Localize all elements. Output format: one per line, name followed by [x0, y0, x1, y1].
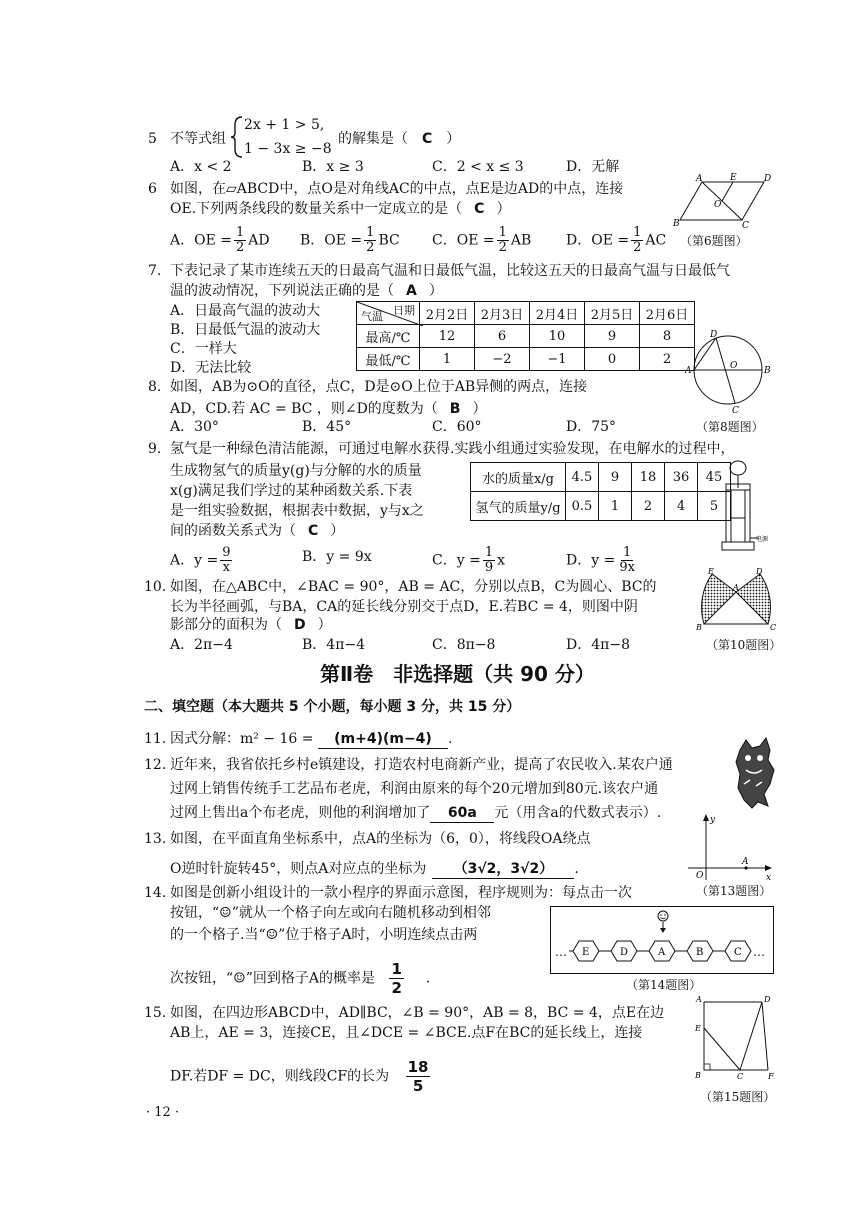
svg-text:A: A	[742, 857, 749, 867]
q14-cell-b	[687, 941, 713, 961]
q10-caption: （第10题图）	[706, 638, 782, 652]
q6-option-b: B．OE = $\frac{1}{2}$ BC	[300, 225, 400, 255]
q7-cell: 2	[640, 348, 695, 371]
q5-prefix: 不等式组	[170, 131, 226, 147]
q8-option-c: C．60°	[432, 419, 482, 435]
q6-line-1: 如图，在▱ABCD中，点O是对角线AC的中点，点E是边AD的中点，连接	[170, 181, 624, 197]
q12-line-3: 过网上售出a个布老虎，则他的利润增加了 60a 元（用含a的代数式表示）.	[170, 805, 662, 821]
q8-option-d: D．75°	[566, 419, 617, 435]
q8-line-2: AD，CD.若 AC = BC ，则∠D的度数为（ B ）	[170, 401, 487, 417]
q7-option-d: D．无法比较	[170, 360, 252, 376]
q9-option-c: C．y = $\frac{1}{9}$ x	[432, 545, 505, 575]
q13-line-1: 如图，在平面直角坐标系中，点A的坐标为（6，0），将线段OA绕点	[170, 831, 591, 847]
q10-number: 10.	[144, 579, 167, 595]
q9-line-1: 氢气是一种绿色清洁能源，可通过电解水获得.实践小组通过实验发现，在电解水的过程中，	[170, 441, 735, 457]
svg-text:E: E	[695, 1024, 701, 1033]
q6-option-d: D．OE = $\frac{1}{2}$ AC	[566, 225, 667, 255]
q11-number: 11.	[144, 731, 167, 747]
q6-caption: （第6题图）	[680, 234, 748, 248]
q7-cell: 6	[475, 325, 530, 348]
q14-caption: （第14题图）	[626, 978, 702, 992]
q14-line-2: 按钮，“☺”就从一个格子向左或向右随机移动到相邻	[170, 905, 491, 921]
cloth-tiger-image	[734, 736, 776, 810]
svg-text:E: E	[708, 568, 714, 576]
q9-row-label: 氢气的质量y/g	[471, 492, 566, 521]
q14-cell-e	[573, 941, 599, 961]
svg-text:D: D	[710, 330, 718, 340]
q9-cell: 18	[632, 463, 665, 492]
q7-option-a: A．日最高气温的波动大	[170, 303, 321, 319]
svg-text:A: A	[696, 995, 702, 1004]
q7-option-b: B．日最低气温的波动大	[170, 322, 321, 338]
q7-cell: 1	[420, 348, 475, 371]
q7-date: 2月4日	[530, 302, 585, 325]
q14-answer: $\frac{1}{2}$	[391, 960, 402, 997]
q10-option-c: C．8π−8	[432, 637, 496, 653]
q9-cell: 9	[599, 463, 632, 492]
q14-line-3: 的一个格子.当“☺”位于格子A时，小明连续点击两	[170, 927, 478, 943]
q9-number: 9.	[148, 441, 162, 457]
part-2-heading: 第Ⅱ卷 非选择题（共 90 分）	[320, 662, 595, 686]
q8-number: 8.	[148, 379, 162, 395]
q7-line-2: 温的波动情况，下列说法正确的是（ A ）	[170, 283, 443, 299]
svg-text:O: O	[696, 871, 704, 881]
q12-number: 12.	[144, 757, 167, 773]
q9-option-b: B．y = 9x	[302, 549, 372, 565]
q12-answer: 60a	[430, 804, 494, 823]
q7-row-label: 最高/℃	[357, 325, 420, 348]
q7-date: 2月6日	[640, 302, 695, 325]
svg-text:B: B	[764, 366, 771, 376]
q9-cell: 1	[599, 492, 632, 521]
svg-text:O: O	[730, 361, 738, 371]
q15-number: 15.	[144, 1005, 167, 1021]
q14-right-dots: …	[753, 945, 765, 959]
q6-option-a: A．OE = $\frac{1}{2}$ AD	[170, 225, 270, 255]
svg-text:C: C	[770, 623, 776, 632]
svg-text:y: y	[710, 815, 716, 825]
q14-number: 14.	[144, 885, 167, 901]
svg-text:C: C	[734, 947, 742, 958]
q6-number: 6	[148, 181, 157, 197]
q5-number: 5	[148, 131, 157, 147]
svg-text:B: B	[695, 1071, 701, 1080]
q15-line-3: DF.若DF = DC，则线段CF的长为 $\frac{18}{5}$	[170, 1058, 429, 1095]
q7-cell: −1	[530, 348, 585, 371]
q7-cell: 8	[640, 325, 695, 348]
section-2-heading: 二、填空题（本大题共 5 个小题，每小题 3 分，共 15 分）	[144, 699, 521, 715]
q7-number: 7.	[148, 263, 162, 279]
q7-option-c: C．一样大	[170, 341, 237, 357]
q10-option-d: D．4π−8	[566, 637, 630, 653]
q13-number: 13.	[144, 831, 167, 847]
q9-answer: C	[308, 523, 319, 539]
q7-date: 2月5日	[585, 302, 640, 325]
q10-answer: D	[294, 617, 306, 633]
q9-option-a: A．y = $\frac{9}{x}$	[170, 545, 231, 575]
q8-caption: （第8题图）	[696, 420, 764, 434]
svg-text:A: A	[696, 174, 703, 184]
q7-table-corner: 日期 气温	[357, 302, 420, 325]
svg-text:C: C	[732, 406, 739, 414]
q7-row-label: 最低/℃	[357, 348, 420, 371]
svg-text:A: A	[685, 366, 692, 376]
q6-line-2: OE.下列两条线段的数量关系中一定成立的是（ C ）	[170, 201, 511, 217]
page-number: · 12 ·	[146, 1105, 180, 1120]
q10-option-b: B．4π−4	[302, 637, 366, 653]
q5-brace	[230, 115, 244, 159]
q13-line-2: O逆时针旋转45°，则点A对应点的坐标为 （3√2，3√2） .	[170, 861, 579, 877]
q12-line-1: 近年来，我省依托乡村e镇建设，打造农村电商新产业，提高了农民收入.某农户通	[170, 757, 673, 773]
q7-date: 2月2日	[420, 302, 475, 325]
svg-text:F: F	[768, 1072, 774, 1080]
q9-line-2: 生成物氢气的质量y(g)与分解的水的质量	[170, 463, 422, 479]
q9-row-label: 水的质量x/g	[471, 463, 566, 492]
q14-cell-c	[725, 941, 751, 961]
svg-text:B: B	[696, 947, 704, 958]
q5-answer: C	[422, 131, 433, 147]
q13-answer: （3√2，3√2）	[432, 860, 574, 879]
q5-inequality-1: 2x + 1 > 5,	[244, 117, 325, 133]
q11-stem: 因式分解：m² − 16 = (m+4)(m−4) .	[170, 731, 453, 747]
svg-text:D: D	[620, 947, 629, 958]
q9-data-table	[470, 462, 731, 521]
q9-cell: 0.5	[566, 492, 599, 521]
q15-caption: （第15题图）	[700, 1090, 776, 1104]
svg-text:D: D	[764, 995, 771, 1004]
q10-line-1: 如图，在△ABC中，∠BAC = 90°，AB = AC，分别以点B，C为圆心、BC的	[170, 579, 657, 595]
q9-line-3: x(g)满足我们学过的某种函数关系.下表	[170, 483, 413, 499]
svg-text:B: B	[696, 623, 702, 632]
q8-answer: B	[449, 401, 461, 417]
svg-text:电源: 电源	[756, 536, 769, 543]
q5-option-d: D．无解	[566, 159, 620, 175]
q10-line-2: 长为半径画弧，与BA，CA的延长线分别交于点D，E.若BC = 4，则图中阴	[170, 599, 638, 615]
q9-cell: 36	[665, 463, 698, 492]
q7-answer: A	[406, 283, 417, 299]
q5-inequality-2: 1 − 3x ≥ −8	[244, 141, 332, 157]
svg-text:C: C	[737, 1072, 744, 1080]
svg-text:D: D	[764, 174, 772, 184]
q12-line-2: 过网上销售传统手工艺品布老虎，利润由原来的每个20元增加到80元.该农户通	[170, 781, 659, 797]
q9-electrolysis-apparatus	[716, 458, 772, 558]
q14-line-4: 次按钮，“☺”回到格子A的概率是 $\frac{1}{2}$ .	[170, 960, 431, 997]
smiley-icon	[653, 909, 673, 933]
svg-text:E: E	[730, 173, 737, 183]
q9-option-d: D．y = $\frac{1}{9x}$	[566, 545, 635, 575]
q14-line-1: 如图是创新小组设计的一款小程序的界面示意图，程序规则为：每点击一次	[170, 885, 632, 901]
svg-text:E: E	[582, 947, 590, 958]
q7-temperature-table	[356, 301, 695, 371]
q5-option-b: B．x ≥ 3	[302, 159, 364, 175]
svg-text:B: B	[673, 219, 680, 228]
q9-cell: 2	[632, 492, 665, 521]
q7-cell: 9	[585, 325, 640, 348]
q14-cells-strip	[567, 933, 753, 973]
q14-cell-d	[611, 941, 637, 961]
svg-text:x: x	[766, 873, 772, 882]
q6-option-c: C．OE = $\frac{1}{2}$ AB	[432, 225, 532, 255]
q14-program-interface	[550, 906, 774, 974]
q9-cell: 4.5	[566, 463, 599, 492]
svg-text:A: A	[733, 583, 739, 592]
q6-answer: C	[474, 201, 485, 217]
svg-text:A: A	[658, 947, 666, 958]
q8-option-b: B．45°	[302, 419, 352, 435]
q5-option-c: C．2 < x ≤ 3	[432, 159, 524, 175]
q8-option-a: A．30°	[170, 419, 219, 435]
q5-option-a: A．x < 2	[170, 159, 232, 175]
q9-line-5: 间的函数关系式为（ C ）	[170, 523, 345, 539]
q15-line-1: 如图，在四边形ABCD中，AD∥BC，∠B = 90°，AB = 8，BC = 4，点E在边	[170, 1005, 665, 1021]
q7-cell: 10	[530, 325, 585, 348]
q6-figure	[672, 172, 772, 228]
q9-cell: 45	[698, 463, 731, 492]
q14-left-dots: …	[555, 945, 567, 959]
q10-line-3: 影部分的面积为（ D ）	[170, 617, 332, 633]
q15-figure	[690, 994, 774, 1080]
q7-line-1: 下表记录了某市连续五天的日最高气温和日最低气温，比较这五天的日最高气温与日最低气	[170, 263, 730, 279]
q10-option-a: A．2π−4	[170, 637, 233, 653]
q9-line-4: 是一组实验数据，根据表中数据，y与x之	[170, 503, 424, 519]
q10-figure	[692, 568, 776, 632]
q13-coordinate-figure	[684, 812, 774, 882]
q7-date: 2月3日	[475, 302, 530, 325]
q7-cell: 0	[585, 348, 640, 371]
svg-text:D: D	[756, 568, 763, 576]
q7-cell: 12	[420, 325, 475, 348]
q8-figure	[680, 328, 776, 414]
q11-answer: (m+4)(m−4)	[318, 730, 448, 749]
q8-line-1: 如图，AB为⊙O的直径，点C，D是⊙O上位于AB异侧的两点，连接	[170, 379, 588, 395]
q9-cell: 5	[698, 492, 731, 521]
q5-stem: 的解集是（ C ）	[338, 131, 461, 147]
q15-line-2: AB上，AE = 3，连接CE，且∠DCE = ∠BCE.点F在BC的延长线上，连接	[170, 1025, 643, 1041]
svg-text:C: C	[742, 221, 749, 228]
q15-answer: $\frac{18}{5}$	[407, 1058, 429, 1095]
q9-cell: 4	[665, 492, 698, 521]
q13-caption: （第13题图）	[696, 884, 772, 898]
svg-text:O: O	[714, 200, 722, 210]
q14-cell-a	[649, 941, 675, 961]
q7-cell: −2	[475, 348, 530, 371]
